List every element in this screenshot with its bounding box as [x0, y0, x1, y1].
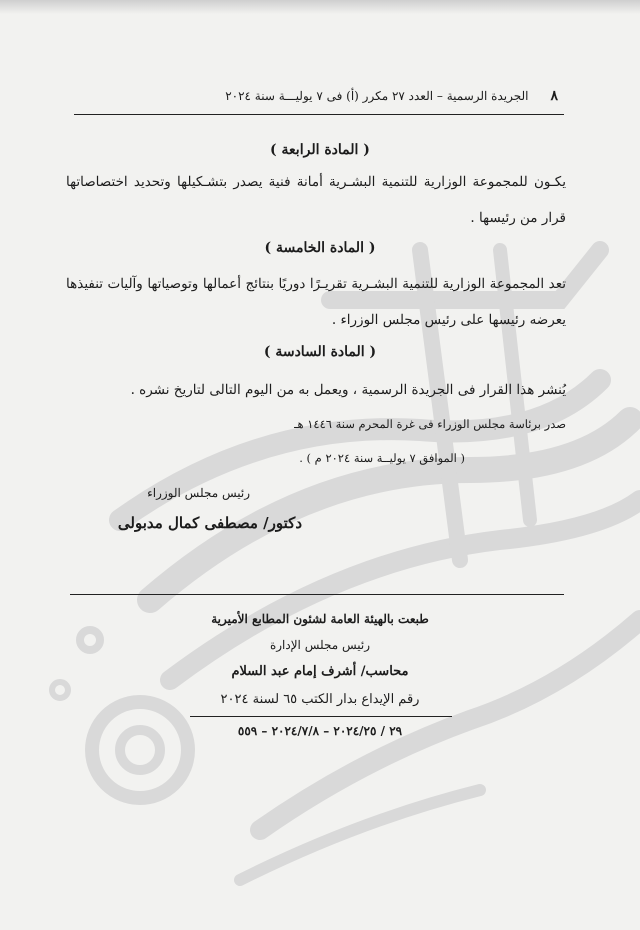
article-5-heading: ( المادة الخامسة ) — [264, 240, 376, 256]
article-6-heading: ( المادة السادسة ) — [263, 344, 377, 360]
article-4-text: يكـون للمجموعة الوزارية للتنمية البشـرية أمانة فنية يصدر بتشـكيلها وتحديد اختصاصاتها قرار من رئيسها . — [66, 174, 566, 226]
signatory-name: دكتور/ مصطفى كمال مدبولى — [117, 514, 302, 532]
page-number: ٨ — [550, 88, 558, 104]
board-chair-name: محاسب/ أشرف إمام عبد السلام — [231, 664, 409, 679]
article-5-text: تعد المجموعة الوزارية للتنمية البشـرية تقريـرًا دوريًا بنتائج أعمالها وتوصياتها وآليات تنفيذها يعرضه رئيسها على رئيس مجلس الوزراء . — [66, 276, 566, 328]
board-chair-title: رئيس مجلس الإدارة — [269, 638, 371, 652]
deposit-number: رقم الإيداع بدار الكتب ٦٥ لسنة ٢٠٢٤ — [220, 692, 420, 707]
imprint-mid-rule — [190, 716, 452, 717]
issuance-date: صدر برئاسة مجلس الوزراء فى غرة المحرم سنة ١٤٤٦ هـ — [294, 417, 566, 431]
issuance-corresponding-date: ( الموافق ٧ يوليــة سنة ٢٠٢٤ م ) . — [299, 451, 465, 465]
imprint-top-rule — [70, 594, 564, 595]
reference-code: ٢٩ / ٢٠٢٤/٢٥ – ٢٠٢٤/٧/٨ – ٥٥٩ — [237, 724, 403, 738]
header-rule — [74, 114, 564, 115]
signatory-title: رئيس مجلس الوزراء — [147, 486, 250, 500]
running-title: الجريدة الرسمية – العدد ٢٧ مكرر (أ) فى ٧ يوليـــة سنة ٢٠٢٤ — [225, 89, 529, 103]
article-6-text: يُنشر هذا القرار فى الجريدة الرسمية ، ويعمل به من اليوم التالى لتاريخ نشره . — [130, 382, 566, 398]
page-header — [138, 88, 558, 104]
printed-by: طبعت بالهيئة العامة لشئون المطابع الأميرية — [211, 612, 429, 626]
article-4-heading: ( المادة الرابعة ) — [270, 142, 370, 158]
